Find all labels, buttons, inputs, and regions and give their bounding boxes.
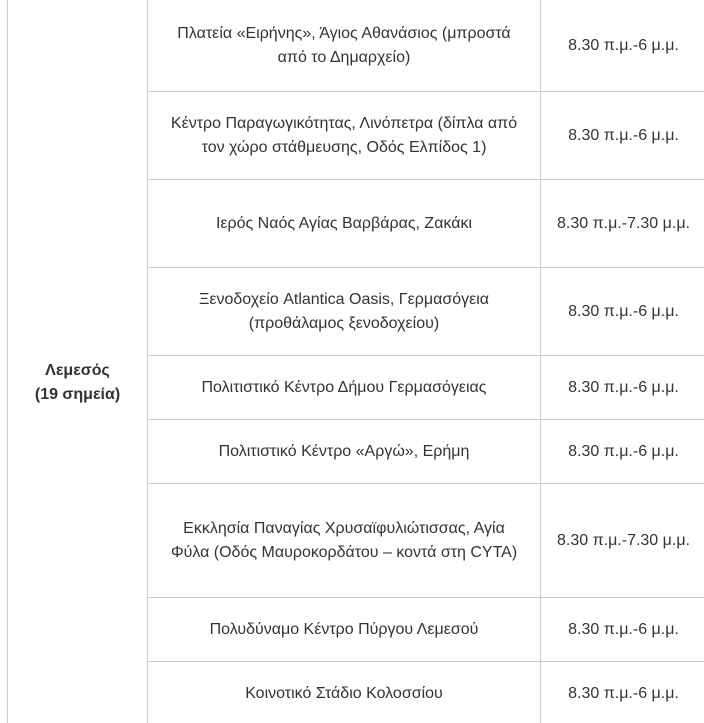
location-cell: Κοινοτικό Στάδιο Κολοσσίου [148, 662, 541, 723]
hours-cell: 8.30 π.μ.-6 μ.μ. [541, 92, 704, 180]
hours-cell: 8.30 π.μ.-7.30 μ.μ. [541, 180, 704, 268]
location-cell: Εκκλησία Παναγίας Χρυσαϊφυλιώτισσας, Αγία Φύλα (Οδός Μαυροκορδάτου – κοντά στη CYTA) [148, 484, 541, 598]
location-cell: Πολυδύναμο Κέντρο Πύργου Λεμεσού [148, 598, 541, 662]
location-cell: Κέντρο Παραγωγικότητας, Λινόπετρα (δίπλα από τον χώρο στάθμευσης, Οδός Ελπίδος 1) [148, 92, 541, 180]
hours-cell: 8.30 π.μ.-6 μ.μ. [541, 662, 704, 723]
area-point-count: (19 σημεία) [34, 386, 121, 403]
hours-cell: 8.30 π.μ.-6 μ.μ. [541, 598, 704, 662]
table-row [8, 0, 704, 92]
location-cell: Πολιτιστικό Κέντρο Δήμου Γερμασόγειας [148, 356, 541, 420]
area-cell [8, 0, 148, 723]
hours-cell: 8.30 π.μ.-6 μ.μ. [541, 420, 704, 484]
hours-cell: 8.30 π.μ.-6 μ.μ. [541, 0, 704, 92]
hours-cell: 8.30 π.μ.-6 μ.μ. [541, 356, 704, 420]
location-cell: Πολιτιστικό Κέντρο «Αργώ», Ερήμη [148, 420, 541, 484]
hours-cell: 8.30 π.μ.-6 μ.μ. [541, 268, 704, 356]
vaccination-points-table [7, 0, 704, 723]
area-name: Λεμεσός [45, 362, 110, 379]
location-cell: Ξενοδοχείο Atlantica Oasis, Γερμασόγεια (προθάλαμος ξενοδοχείου) [148, 268, 541, 356]
hours-cell: 8.30 π.μ.-7.30 μ.μ. [541, 484, 704, 598]
location-cell: Πλατεία «Ειρήνης», Άγιος Αθανάσιος (μπροστά από το Δημαρχείο) [148, 0, 541, 92]
location-cell: Ιερός Ναός Αγίας Βαρβάρας, Ζακάκι [148, 180, 541, 268]
